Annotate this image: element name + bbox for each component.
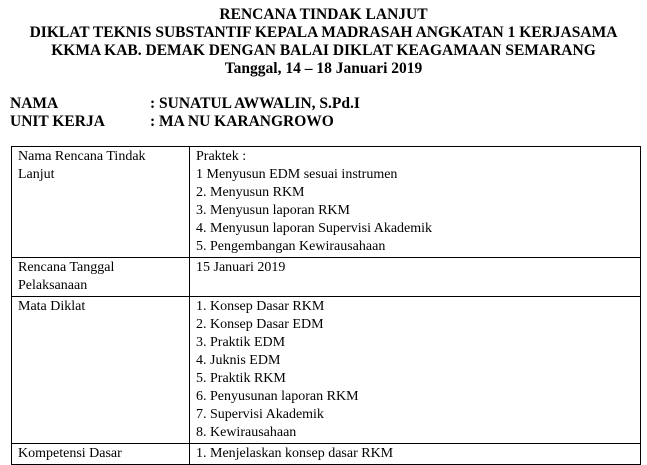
row-label-cell: Mata Diklat [12, 297, 190, 444]
nama-label: NAMA [10, 95, 59, 112]
header-title: RENCANA TINDAK LANJUT [219, 6, 428, 23]
list-item: 1. Konsep Dasar RKM [196, 299, 325, 314]
header-date: Tanggal, 14 – 18 Januari 2019 [224, 60, 423, 77]
list-item: 1 Menyusun EDM sesuai instrumen [196, 167, 398, 182]
table-row [12, 444, 641, 465]
list-item: 8. Kewirausahaan [196, 425, 297, 440]
list-item: 3. Menyusun laporan RKM [196, 203, 350, 218]
table-row [12, 147, 641, 258]
row-content-cell [190, 444, 641, 465]
list-item: 6. Penyusunan laporan RKM [196, 389, 359, 404]
table-row [12, 258, 641, 297]
unit-label: UNIT KERJA [10, 113, 105, 130]
table-row [12, 297, 641, 444]
list-item: 5. Praktik RKM [196, 371, 286, 386]
list-item: 5. Pengembangan Kewirausahaan [196, 239, 386, 254]
list-item: 1. Menjelaskan konsep dasar RKM [196, 446, 394, 461]
nama-value: : SUNATUL AWWALIN, S.Pd.I [150, 95, 360, 112]
rtl-table [11, 146, 641, 465]
list-item: 2. Menyusun RKM [196, 185, 305, 200]
list-item: 3. Praktik EDM [196, 335, 286, 350]
list-item: 4. Menyusun laporan Supervisi Akademik [196, 221, 433, 236]
list-item: 4. Juknis EDM [196, 353, 281, 368]
row-label-cell: Rencana Tanggal Pelaksanaan [12, 258, 190, 297]
identity-unit [10, 113, 334, 131]
list-item: 7. Supervisi Akademik [196, 407, 324, 422]
unit-value: : MA NU KARANGROWO [150, 113, 334, 130]
row-content-cell [190, 258, 641, 297]
list-item: Praktek : [196, 149, 247, 164]
identity-nama [10, 95, 360, 113]
row-content-cell [190, 147, 641, 258]
list-item: 15 Januari 2019 [196, 260, 286, 275]
row-content-cell [190, 297, 641, 444]
row-label-cell: Nama Rencana Tindak Lanjut [12, 147, 190, 258]
list-item: 2. Konsep Dasar EDM [196, 317, 324, 332]
row-label-cell: Kompetensi Dasar [12, 444, 190, 465]
header-subtitle-1: DIKLAT TEKNIS SUBSTANTIF KEPALA MADRASAH ANGKATAN 1 KERJASAMA [29, 24, 618, 41]
header-subtitle-2: KKMA KAB. DEMAK DENGAN BALAI DIKLAT KEAGAMAAN SEMARANG [51, 42, 596, 59]
